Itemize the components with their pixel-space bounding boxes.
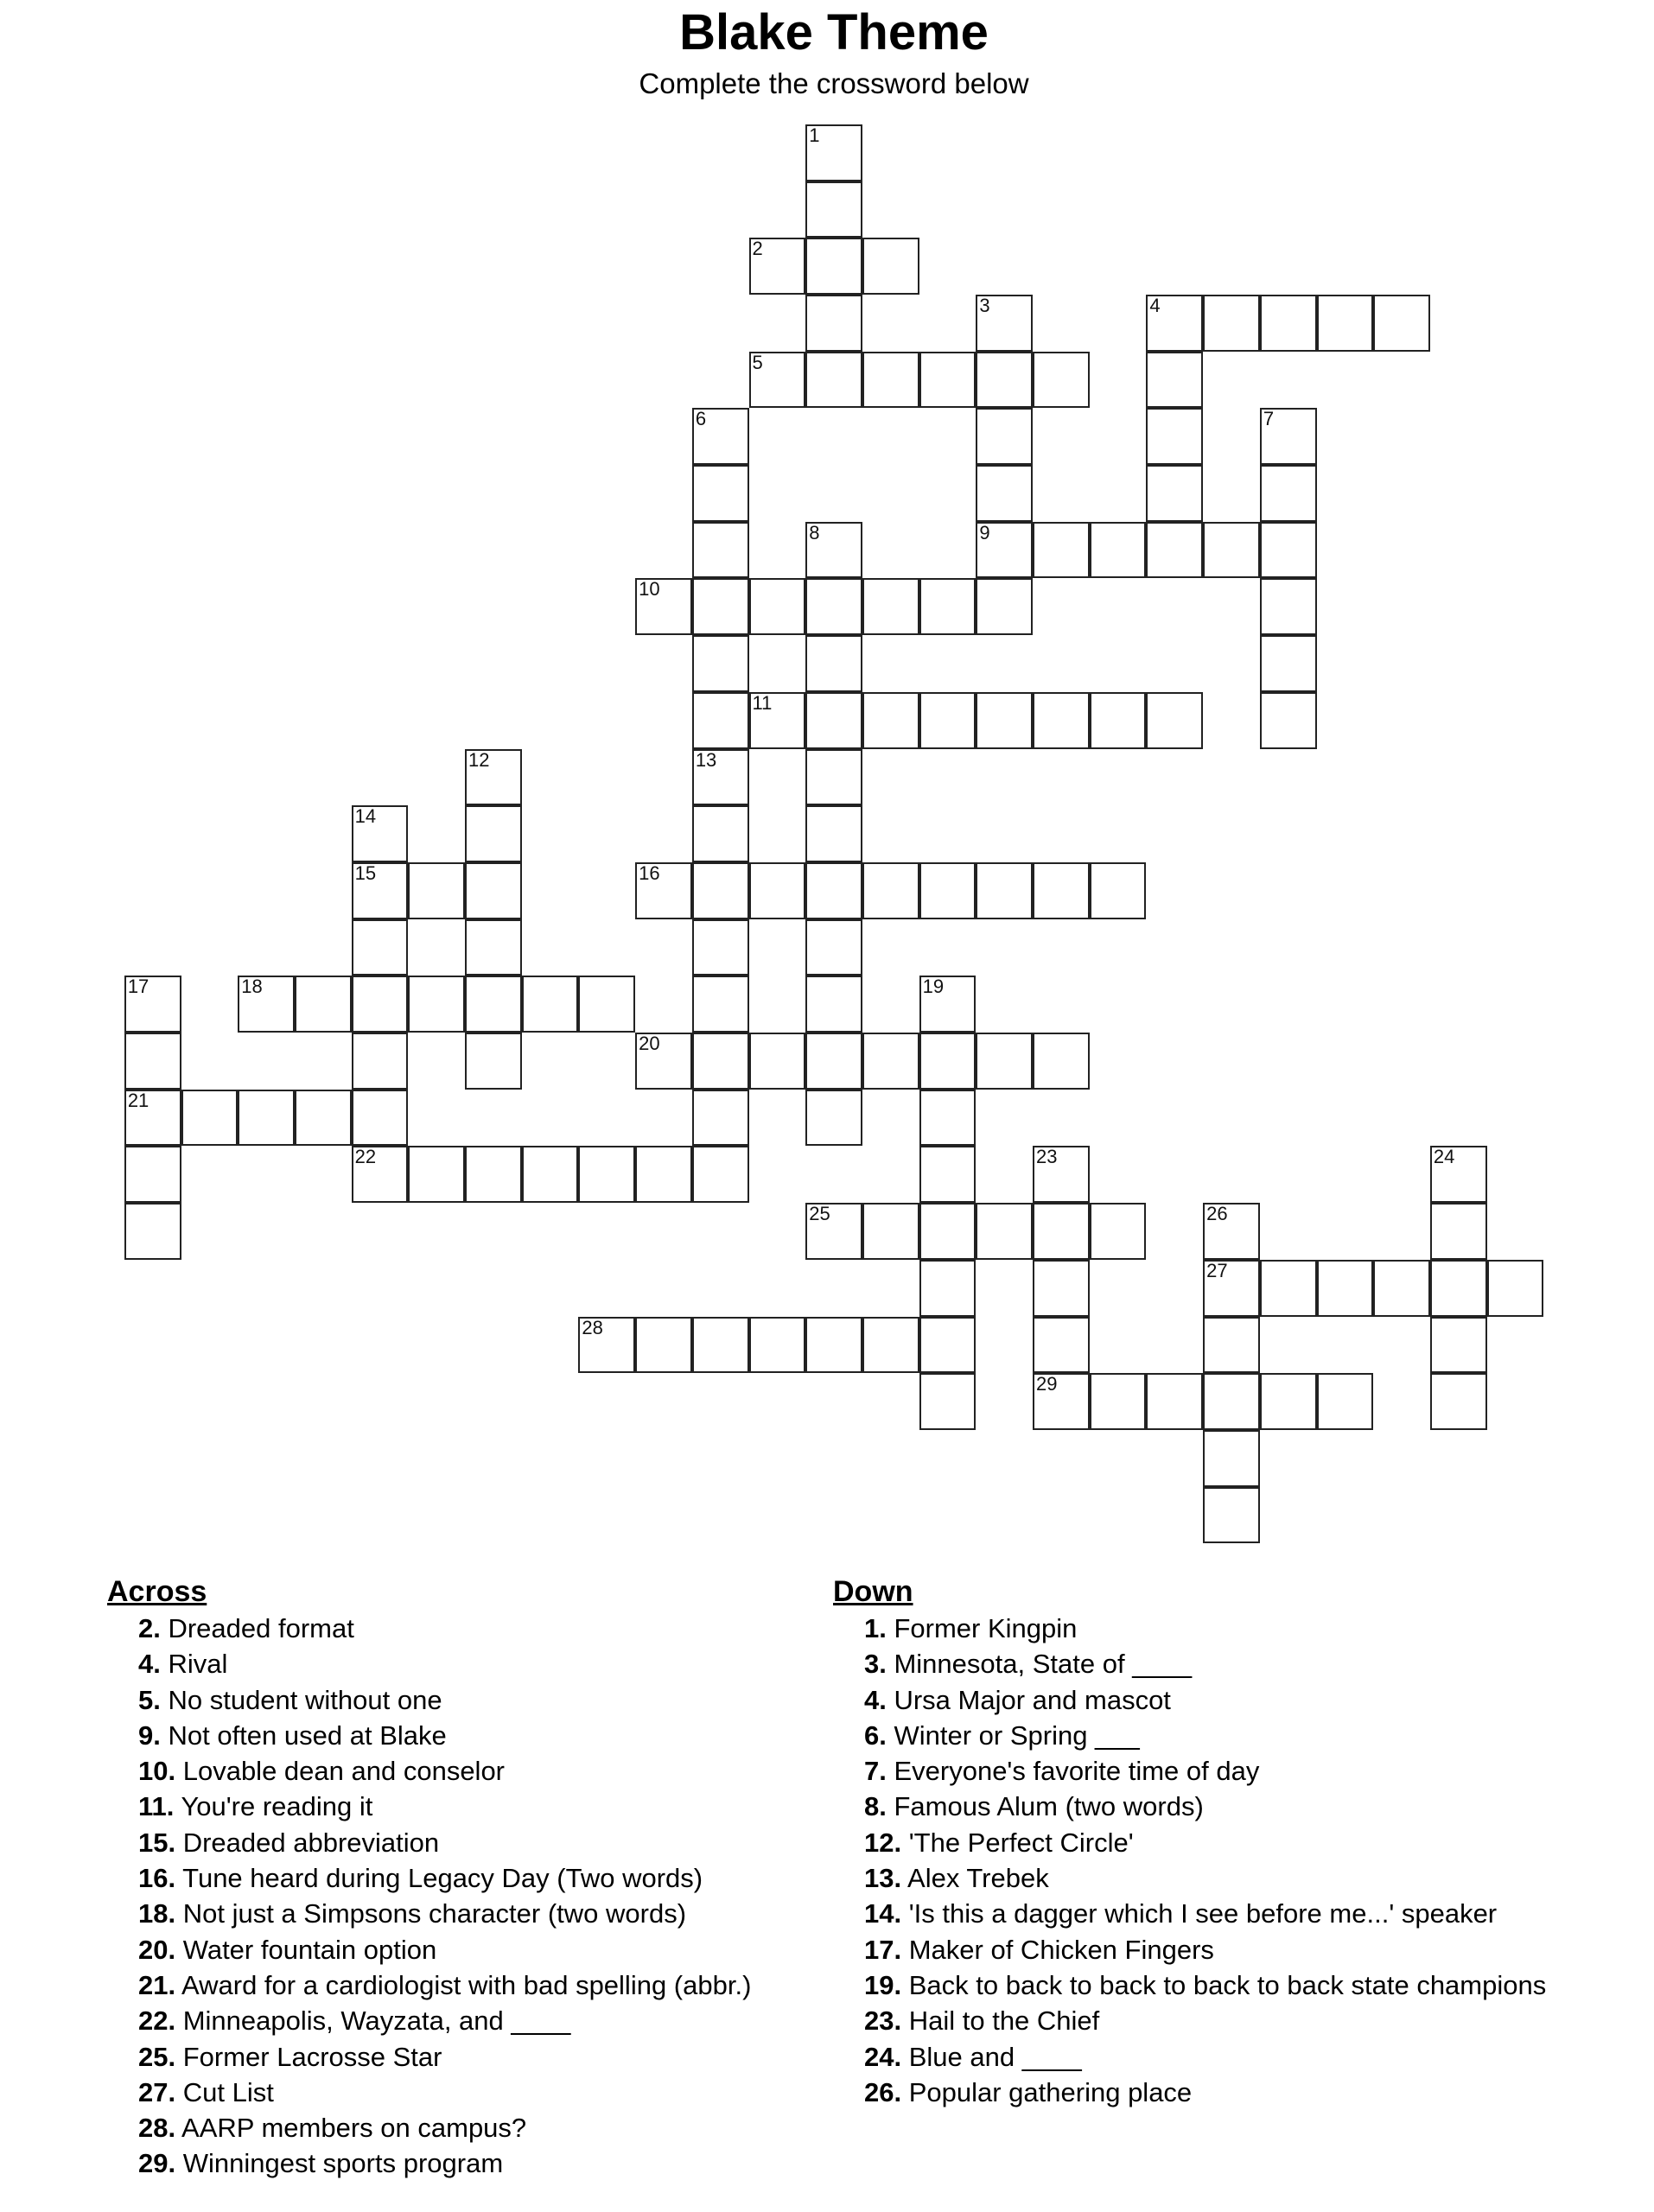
clue-num: 6. — [864, 1719, 887, 1751]
clue-text: Dreaded abbreviation — [175, 1827, 440, 1858]
across-clue — [107, 1611, 798, 1646]
clue-number: 19 — [922, 976, 945, 998]
crossword-cell[interactable] — [465, 749, 522, 806]
crossword-cell[interactable] — [862, 692, 919, 749]
crossword-cell[interactable] — [1317, 295, 1374, 352]
clue-num: 19. — [864, 1969, 902, 2000]
crossword-cell[interactable] — [862, 352, 919, 409]
crossword-cell[interactable] — [1033, 1203, 1090, 1260]
crossword-cell[interactable] — [1260, 408, 1317, 465]
clue-number: 25 — [809, 1203, 830, 1225]
clue-num: 25. — [138, 2041, 176, 2072]
crossword-cell[interactable] — [1033, 1317, 1090, 1374]
crossword-cell[interactable] — [919, 692, 976, 749]
crossword-cell[interactable] — [465, 919, 522, 976]
crossword-cell[interactable] — [1033, 1260, 1090, 1317]
clue-text: Former Lacrosse Star — [175, 2041, 442, 2072]
crossword-cell[interactable] — [1430, 1146, 1487, 1203]
clue-text: Blue and ____ — [901, 2041, 1082, 2072]
crossword-cell[interactable] — [692, 1033, 749, 1090]
crossword-cell[interactable] — [1487, 1260, 1544, 1317]
crossword-cell[interactable] — [805, 1033, 862, 1090]
crossword-cell[interactable] — [862, 578, 919, 635]
crossword-cell[interactable] — [976, 862, 1033, 919]
across-clue — [107, 1789, 798, 1824]
clue-num: 24. — [864, 2041, 902, 2072]
down-clue — [833, 1753, 1611, 1789]
crossword-cell[interactable] — [352, 862, 409, 919]
clue-num: 14. — [864, 1898, 902, 1929]
down-clue — [833, 1967, 1611, 2003]
clue-num: 11. — [138, 1791, 175, 1822]
crossword-cell[interactable] — [124, 1090, 181, 1147]
crossword-cell[interactable] — [1260, 1373, 1317, 1430]
clue-num: 27. — [138, 2076, 176, 2107]
crossword-cell[interactable] — [919, 1373, 976, 1430]
crossword-cell[interactable] — [124, 1203, 181, 1260]
clue-text: Minnesota, State of ____ — [886, 1649, 1193, 1680]
crossword-cell[interactable] — [692, 692, 749, 749]
clue-num: 18. — [138, 1898, 176, 1929]
clue-text: Cut List — [175, 2076, 274, 2107]
clue-text: AARP members on campus? — [175, 2113, 527, 2144]
across-clues — [107, 1573, 798, 2182]
crossword-cell[interactable] — [805, 1203, 862, 1260]
crossword-cell[interactable] — [976, 295, 1033, 352]
clue-num: 23. — [864, 2005, 902, 2037]
crossword-cell[interactable] — [805, 578, 862, 635]
down-clue-list — [833, 1611, 1611, 2110]
down-clue — [833, 1860, 1611, 1896]
crossword-cell[interactable] — [1203, 1487, 1260, 1544]
crossword-cell[interactable] — [522, 976, 579, 1033]
crossword-cell[interactable] — [1090, 522, 1147, 579]
crossword-cell[interactable] — [805, 635, 862, 692]
clue-num: 20. — [138, 1934, 176, 1965]
across-clue — [107, 2110, 798, 2145]
clue-num: 16. — [138, 1863, 176, 1894]
crossword-cell[interactable] — [1090, 692, 1147, 749]
crossword-cell[interactable] — [1033, 1373, 1090, 1430]
clue-number: 13 — [695, 748, 717, 771]
crossword-cell[interactable] — [352, 805, 409, 862]
crossword-cell[interactable] — [919, 1317, 976, 1374]
clue-text: Winter or Spring ___ — [886, 1719, 1140, 1751]
crossword-cell[interactable] — [1260, 465, 1317, 522]
crossword-cell[interactable] — [578, 976, 635, 1033]
clue-num: 26. — [864, 2076, 902, 2107]
crossword-cell[interactable] — [1033, 522, 1090, 579]
crossword-cell[interactable] — [352, 1146, 409, 1203]
crossword-cell[interactable] — [919, 1203, 976, 1260]
clue-num: 13. — [864, 1863, 902, 1894]
crossword-cell[interactable] — [1033, 352, 1090, 409]
clue-num: 8. — [864, 1791, 887, 1822]
clue-text: Ursa Major and mascot — [886, 1684, 1171, 1715]
down-heading: Down — [833, 1575, 913, 1608]
crossword-cell[interactable] — [805, 181, 862, 238]
crossword-cell[interactable] — [976, 352, 1033, 409]
crossword-cell[interactable] — [1430, 1260, 1487, 1317]
crossword-cell[interactable] — [976, 578, 1033, 635]
crossword-cell[interactable] — [805, 749, 862, 806]
across-clue — [107, 2145, 798, 2181]
crossword-cell[interactable] — [805, 919, 862, 976]
crossword-cell[interactable] — [692, 862, 749, 919]
across-clue — [107, 1646, 798, 1681]
down-clue — [833, 1646, 1611, 1681]
clue-number: 12 — [468, 748, 490, 771]
crossword-cell[interactable] — [976, 1033, 1033, 1090]
crossword-cell[interactable] — [919, 1090, 976, 1147]
crossword-cell[interactable] — [749, 352, 806, 409]
clue-num: 9. — [138, 1719, 161, 1751]
crossword-cell[interactable] — [1430, 1317, 1487, 1374]
across-clue — [107, 1825, 798, 1860]
down-clue — [833, 2003, 1611, 2038]
crossword-cell[interactable] — [862, 1033, 919, 1090]
crossword-cell[interactable] — [465, 1033, 522, 1090]
clue-text: Not just a Simpsons character (two words) — [175, 1898, 687, 1929]
clue-num: 15. — [138, 1827, 176, 1858]
clue-num: 3. — [864, 1649, 887, 1680]
down-clue — [833, 2039, 1611, 2075]
crossword-cell[interactable] — [805, 862, 862, 919]
crossword-cell[interactable] — [238, 976, 295, 1033]
clue-number: 15 — [354, 861, 377, 884]
clue-text: Minneapolis, Wayzata, and ____ — [175, 2005, 571, 2037]
clue-num: 2. — [138, 1613, 161, 1643]
down-clue — [833, 1825, 1611, 1860]
crossword-cell[interactable] — [1203, 522, 1260, 579]
crossword-cell[interactable] — [1146, 352, 1203, 409]
crossword-cell[interactable] — [522, 1146, 579, 1203]
crossword-cell[interactable] — [749, 1033, 806, 1090]
clue-text: No student without one — [160, 1684, 442, 1715]
clue-num: 28. — [138, 2113, 176, 2144]
clue-text: Former Kingpin — [886, 1613, 1078, 1643]
down-clue — [833, 1718, 1611, 1753]
down-clue — [833, 1682, 1611, 1718]
crossword-cell[interactable] — [919, 1146, 976, 1203]
crossword-cell[interactable] — [1203, 1373, 1260, 1430]
crossword-cell[interactable] — [692, 976, 749, 1033]
crossword-cell[interactable] — [408, 976, 465, 1033]
crossword-cell[interactable] — [1033, 692, 1090, 749]
clue-text: 'Is this a dagger which I see before me...' speaker — [901, 1898, 1498, 1929]
crossword-cell[interactable] — [692, 465, 749, 522]
crossword-cell[interactable] — [692, 635, 749, 692]
crossword-cell[interactable] — [465, 862, 522, 919]
crossword-cell[interactable] — [919, 352, 976, 409]
crossword-cell[interactable] — [749, 1317, 806, 1374]
crossword-cell[interactable] — [862, 1317, 919, 1374]
crossword-cell[interactable] — [862, 1203, 919, 1260]
down-clue — [833, 1611, 1611, 1646]
crossword-cell[interactable] — [238, 1090, 295, 1147]
clue-num: 22. — [138, 2005, 176, 2037]
crossword-cell[interactable] — [919, 578, 976, 635]
crossword-cell[interactable] — [635, 578, 692, 635]
crossword-cell[interactable] — [749, 238, 806, 295]
clue-number: 7 — [1263, 408, 1275, 430]
across-clue — [107, 1967, 798, 2003]
clue-text: Not often used at Blake — [160, 1719, 447, 1751]
crossword-cell[interactable] — [805, 805, 862, 862]
crossword-cell[interactable] — [352, 1090, 409, 1147]
crossword-cell[interactable] — [692, 522, 749, 579]
crossword-cell[interactable] — [124, 976, 181, 1033]
crossword-cell[interactable] — [1430, 1203, 1487, 1260]
crossword-cell[interactable] — [181, 1090, 239, 1147]
crossword-cell[interactable] — [692, 749, 749, 806]
crossword-cell[interactable] — [635, 1317, 692, 1374]
clue-num: 4. — [138, 1649, 161, 1680]
clue-text: Winningest sports program — [175, 2148, 504, 2179]
clue-num: 7. — [864, 1756, 887, 1787]
crossword-cell[interactable] — [1260, 635, 1317, 692]
crossword-cell[interactable] — [295, 1090, 352, 1147]
crossword-cell[interactable] — [805, 238, 862, 295]
clue-num: 21. — [138, 1969, 176, 2000]
crossword-grid — [125, 125, 1547, 1547]
crossword-cell[interactable] — [465, 976, 522, 1033]
crossword-cell[interactable] — [1146, 408, 1203, 465]
clue-number: 5 — [752, 351, 763, 373]
across-clue — [107, 1718, 798, 1753]
clue-number: 18 — [241, 976, 263, 998]
clue-text: Tune heard during Legacy Day (Two words) — [175, 1863, 703, 1894]
clue-number: 29 — [1036, 1373, 1058, 1395]
clue-number: 9 — [979, 521, 990, 543]
crossword-cell[interactable] — [1203, 1203, 1260, 1260]
crossword-cell[interactable] — [862, 238, 919, 295]
crossword-cell[interactable] — [1373, 1260, 1430, 1317]
crossword-cell[interactable] — [1033, 1033, 1090, 1090]
crossword-cell[interactable] — [1146, 1373, 1203, 1430]
clue-number: 6 — [695, 408, 707, 430]
crossword-cell[interactable] — [805, 692, 862, 749]
crossword-cell[interactable] — [1317, 1373, 1374, 1430]
page-title: Blake Theme — [679, 4, 989, 60]
clue-number: 27 — [1206, 1259, 1228, 1281]
crossword-cell[interactable] — [919, 976, 976, 1033]
clue-num: 12. — [864, 1827, 902, 1858]
across-clue — [107, 2039, 798, 2075]
crossword-cell[interactable] — [976, 465, 1033, 522]
crossword-cell[interactable] — [408, 862, 465, 919]
crossword-cell[interactable] — [465, 1146, 522, 1203]
page-subtitle: Complete the crossword below — [639, 67, 1029, 99]
across-clue — [107, 2003, 798, 2038]
clue-text: 'The Perfect Circle' — [901, 1827, 1134, 1858]
crossword-cell[interactable] — [408, 1146, 465, 1203]
across-clue — [107, 1753, 798, 1789]
across-clue-list — [107, 1611, 798, 2182]
crossword-cell[interactable] — [1090, 1373, 1147, 1430]
crossword-cell[interactable] — [1146, 692, 1203, 749]
crossword-cell[interactable] — [749, 692, 806, 749]
clue-text: Water fountain option — [175, 1934, 437, 1965]
crossword-cell[interactable] — [692, 1090, 749, 1147]
clue-number: 26 — [1206, 1203, 1228, 1225]
crossword-cell[interactable] — [1260, 692, 1317, 749]
clue-num: 10. — [138, 1756, 176, 1787]
clue-number: 8 — [809, 521, 820, 543]
crossword-cell[interactable] — [1090, 1203, 1147, 1260]
crossword-cell[interactable] — [1146, 295, 1203, 352]
crossword-cell[interactable] — [465, 805, 522, 862]
crossword-cell[interactable] — [352, 919, 409, 976]
crossword-cell[interactable] — [295, 976, 352, 1033]
clue-text: You're reading it — [174, 1791, 373, 1822]
crossword-cell[interactable] — [1373, 295, 1430, 352]
clue-text: Award for a cardiologist with bad spelling (abbr.) — [175, 1969, 752, 2000]
clue-text: Alex Trebek — [901, 1863, 1049, 1894]
clue-num: 29. — [138, 2148, 176, 2179]
crossword-cell[interactable] — [635, 862, 692, 919]
crossword-cell[interactable] — [976, 522, 1033, 579]
crossword-cell[interactable] — [805, 1317, 862, 1374]
crossword-cell[interactable] — [692, 1146, 749, 1203]
across-clue — [107, 1896, 798, 1931]
crossword-cell[interactable] — [976, 1203, 1033, 1260]
crossword-cell[interactable] — [805, 1090, 862, 1147]
crossword-cell[interactable] — [692, 919, 749, 976]
crossword-cell[interactable] — [749, 862, 806, 919]
clue-text: Hail to the Chief — [901, 2005, 1100, 2037]
crossword-cell[interactable] — [1203, 1317, 1260, 1374]
crossword-cell[interactable] — [578, 1146, 635, 1203]
crossword-cell[interactable] — [1430, 1373, 1487, 1430]
crossword-cell[interactable] — [805, 522, 862, 579]
crossword-cell[interactable] — [1090, 862, 1147, 919]
clue-num: 4. — [864, 1684, 887, 1715]
crossword-cell[interactable] — [352, 1033, 409, 1090]
crossword-cell[interactable] — [1260, 295, 1317, 352]
clue-number: 3 — [979, 294, 990, 316]
clue-text: Lovable dean and conselor — [175, 1756, 506, 1787]
crossword-cell[interactable] — [976, 692, 1033, 749]
clue-number: 17 — [127, 976, 149, 998]
crossword-cell[interactable] — [578, 1317, 635, 1374]
crossword-cell[interactable] — [1260, 522, 1317, 579]
down-clues — [833, 1573, 1611, 2110]
clue-text: Everyone's favorite time of day — [886, 1756, 1260, 1787]
down-clue — [833, 1789, 1611, 1824]
crossword-cell[interactable] — [862, 862, 919, 919]
clue-number: 10 — [639, 578, 660, 601]
down-clue — [833, 1896, 1611, 1931]
crossword-cell[interactable] — [805, 976, 862, 1033]
crossword-cell[interactable] — [1203, 295, 1260, 352]
crossword-cell[interactable] — [124, 1146, 181, 1203]
crossword-cell[interactable] — [1260, 1260, 1317, 1317]
clue-num: 5. — [138, 1684, 161, 1715]
across-heading: Across — [107, 1575, 207, 1608]
crossword-cell[interactable] — [1146, 522, 1203, 579]
across-clue — [107, 1932, 798, 1967]
down-clue — [833, 1932, 1611, 1967]
crossword-cell[interactable] — [1146, 465, 1203, 522]
clue-number: 21 — [127, 1089, 149, 1111]
crossword-cell[interactable] — [692, 408, 749, 465]
clue-text: Maker of Chicken Fingers — [901, 1934, 1214, 1965]
crossword-cell[interactable] — [1203, 1430, 1260, 1487]
clue-number: 22 — [354, 1146, 377, 1168]
clue-number: 2 — [752, 238, 763, 260]
clue-number: 28 — [582, 1316, 603, 1338]
crossword-cell[interactable] — [692, 578, 749, 635]
crossword-cell[interactable] — [1203, 1260, 1260, 1317]
crossword-cell[interactable] — [805, 352, 862, 409]
clue-number: 23 — [1036, 1146, 1058, 1168]
crossword-cell[interactable] — [1317, 1260, 1374, 1317]
across-clue — [107, 1682, 798, 1718]
clue-num: 1. — [864, 1613, 887, 1643]
crossword-cell[interactable] — [976, 408, 1033, 465]
crossword-cell[interactable] — [919, 1260, 976, 1317]
crossword-cell[interactable] — [635, 1146, 692, 1203]
clue-text: Dreaded format — [160, 1613, 354, 1643]
clue-text: Famous Alum (two words) — [886, 1791, 1204, 1822]
clue-text: Rival — [160, 1649, 228, 1680]
clue-text: Popular gathering place — [901, 2076, 1193, 2107]
clue-num: 17. — [864, 1934, 902, 1965]
crossword-cell[interactable] — [692, 805, 749, 862]
down-clue — [833, 2075, 1611, 2110]
crossword-cell[interactable] — [919, 1033, 976, 1090]
across-clue — [107, 1860, 798, 1896]
clue-text: Back to back to back to back to back state champions — [901, 1969, 1547, 2000]
clue-number: 4 — [1149, 294, 1161, 316]
clue-number: 20 — [639, 1033, 660, 1054]
clue-number: 14 — [354, 805, 377, 828]
clue-number: 24 — [1433, 1146, 1455, 1168]
crossword-cell[interactable] — [1260, 578, 1317, 635]
crossword-cell[interactable] — [352, 976, 409, 1033]
crossword-cell[interactable] — [124, 1033, 181, 1090]
across-clue — [107, 2075, 798, 2110]
crossword-cell[interactable] — [805, 295, 862, 352]
clue-number: 1 — [809, 124, 820, 146]
crossword-cell[interactable] — [635, 1033, 692, 1090]
crossword-cell[interactable] — [1033, 1146, 1090, 1203]
crossword-cell[interactable] — [805, 124, 862, 181]
crossword-cell[interactable] — [749, 578, 806, 635]
crossword-cell[interactable] — [919, 862, 976, 919]
clue-number: 16 — [639, 861, 660, 884]
crossword-cell[interactable] — [692, 1317, 749, 1374]
crossword-cell[interactable] — [1033, 862, 1090, 919]
clue-number: 11 — [752, 691, 773, 714]
